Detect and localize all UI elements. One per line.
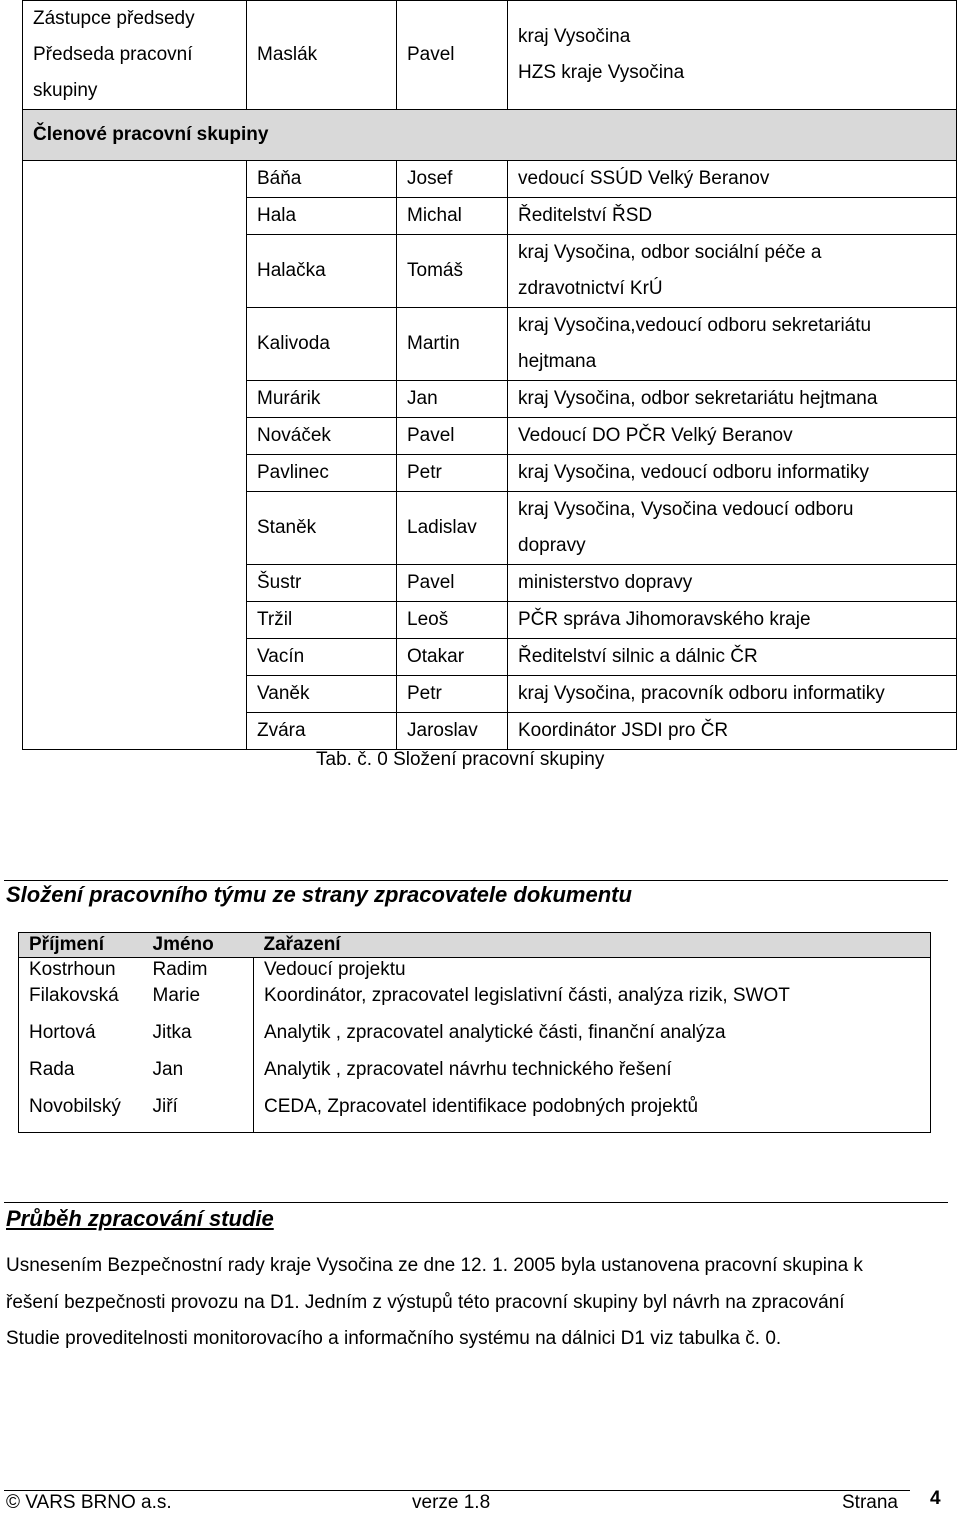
team-surname: Kostrhoun [29,959,116,980]
blank-cell [23,381,247,418]
member-org [508,308,957,381]
working-group-table [22,0,957,750]
team-name: Jitka [152,1022,192,1043]
member-row [23,161,957,198]
member-org [508,565,957,602]
member-org [508,639,957,676]
member-name: Jan [397,381,508,418]
org-line: kraj Vysočina, Vysočina vedoucí odboru [518,499,854,520]
member-surname: Vaněk [247,676,397,713]
member-name: Josef [397,161,508,198]
member-org [508,602,957,639]
team-surname: Filakovská [29,985,119,1006]
org-line: ministerstvo dopravy [518,572,693,593]
member-row [23,235,957,308]
footer-divider [4,1490,910,1491]
members-header-row [23,110,957,161]
member-surname: Halačka [247,235,397,308]
footer-version: verze 1.8 [412,1492,491,1513]
blank-cell [23,713,247,750]
member-surname: Tržil [247,602,397,639]
org-line: zdravotnictví KrÚ [518,278,663,299]
member-surname: Murárik [247,381,397,418]
member-row [23,198,957,235]
blank-cell [23,565,247,602]
section-divider [4,880,948,881]
org-cell [508,1,957,110]
member-name: Pavel [397,565,508,602]
org-line: Ředitelství ŘSD [518,205,653,226]
org-line: kraj Vysočina, odbor sekretariátu hejtmana [518,388,878,409]
org-line: Vedoucí DO PČR Velký Beranov [518,425,793,446]
member-org [508,418,957,455]
role-line: Předseda pracovní [33,44,193,65]
member-name: Petr [397,455,508,492]
member-row [23,676,957,713]
member-name: Leoš [397,602,508,639]
member-org [508,676,957,713]
members-label: Členové pracovní skupiny [23,110,957,161]
team-name: Radim [152,959,208,980]
member-org [508,161,957,198]
org-line: kraj Vysočina [518,26,631,47]
member-surname: Staněk [247,492,397,565]
progress-paragraph [6,1248,950,1358]
org-line: Koordinátor JSDI pro ČR [518,720,729,741]
team-header-row [19,933,931,958]
member-surname: Zvára [247,713,397,750]
blank-cell [23,198,247,235]
member-name: Petr [397,676,508,713]
section-title-team: Složení pracovního týmu ze strany zpracovatele dokumentu [6,882,632,907]
member-row [23,381,957,418]
paragraph-line: Studie proveditelnosti monitorovacího a informačního systému na dálnici D1 viz tabulka č. 0. [6,1328,782,1349]
org-line: Ředitelství silnic a dálnic ČR [518,646,758,667]
org-line: vedoucí SSÚD Velký Beranov [518,168,770,189]
paragraph-line: Usnesením Bezpečnostní rady kraje Vysočina ze dne 12. 1. 2005 byla ustanovena pracovní skupina k [6,1255,863,1276]
member-row [23,639,957,676]
member-surname: Šustr [247,565,397,602]
header-surname: Příjmení [19,933,143,958]
team-position: Vedoucí projektu [254,958,931,985]
blank-cell [23,308,247,381]
member-row [23,565,957,602]
team-name: Jan [152,1059,184,1080]
surname-cell: Maslák [247,1,397,110]
member-name: Pavel [397,418,508,455]
member-org [508,492,957,565]
blank-cell [23,418,247,455]
blank-cell [23,492,247,565]
member-name: Michal [397,198,508,235]
member-org [508,198,957,235]
member-org [508,455,957,492]
section-title-progress: Průběh zpracování studie [6,1206,274,1231]
team-row [19,1095,931,1133]
blank-cell [23,602,247,639]
org-line: kraj Vysočina,vedoucí odboru sekretariátu [518,315,872,336]
chair-row [23,1,957,110]
member-row [23,602,957,639]
team-surname: Rada [29,1059,75,1080]
team-position: Analytik , zpracovatel návrhu technického řešení [254,1058,931,1095]
member-surname: Vacín [247,639,397,676]
blank-cell [23,676,247,713]
team-table [18,932,931,1133]
member-name: Jaroslav [397,713,508,750]
header-name: Jméno [143,933,254,958]
team-position: CEDA, Zpracovatel identifikace podobných projektů [254,1095,931,1133]
team-row [19,984,931,1021]
footer-page-label: Strana [842,1492,898,1513]
org-line: kraj Vysočina, pracovník odboru informatiky [518,683,885,704]
role-line: Zástupce předsedy [33,8,195,29]
member-surname: Pavlinec [247,455,397,492]
team-position: Analytik , zpracovatel analytické části, finanční analýza [254,1021,931,1058]
section-divider [4,1202,948,1203]
member-surname: Nováček [247,418,397,455]
team-name: Jiří [152,1096,178,1117]
member-row [23,418,957,455]
member-org [508,381,957,418]
blank-cell [23,639,247,676]
team-row [19,1058,931,1095]
team-name: Marie [152,985,201,1006]
member-name: Martin [397,308,508,381]
org-line: HZS kraje Vysočina [518,62,685,83]
member-row [23,492,957,565]
member-row [23,308,957,381]
blank-cell [23,161,247,198]
blank-cell [23,455,247,492]
member-name: Ladislav [397,492,508,565]
member-name: Tomáš [397,235,508,308]
member-row [23,713,957,750]
team-surname: Novobilský [29,1096,121,1117]
org-line: PČR správa Jihomoravského kraje [518,609,811,630]
member-surname: Hala [247,198,397,235]
team-surname: Hortová [29,1022,96,1043]
header-position: Zařazení [254,933,931,958]
member-org [508,713,957,750]
org-line: kraj Vysočina, odbor sociální péče a [518,242,822,263]
team-position: Koordinátor, zpracovatel legislativní části, analýza rizik, SWOT [254,984,931,1021]
footer-copyright: © VARS BRNO a.s. [6,1492,172,1513]
team-row [19,1021,931,1058]
member-row [23,455,957,492]
role-line: skupiny [33,80,98,101]
org-line: kraj Vysočina, vedoucí odboru informatiky [518,462,869,483]
footer-page-number: 4 [930,1488,941,1509]
table-caption: Tab. č. 0 Složení pracovní skupiny [316,749,605,770]
member-surname: Báňa [247,161,397,198]
role-cell [23,1,247,110]
member-org [508,235,957,308]
org-line: dopravy [518,535,586,556]
org-line: hejtmana [518,351,597,372]
team-row [19,958,931,985]
member-surname: Kalivoda [247,308,397,381]
member-name: Otakar [397,639,508,676]
name-cell: Pavel [397,1,508,110]
blank-cell [23,235,247,308]
paragraph-line: řešení bezpečnosti provozu na D1. Jedním z výstupů této pracovní skupiny byl návrh na zpracování [6,1291,845,1313]
